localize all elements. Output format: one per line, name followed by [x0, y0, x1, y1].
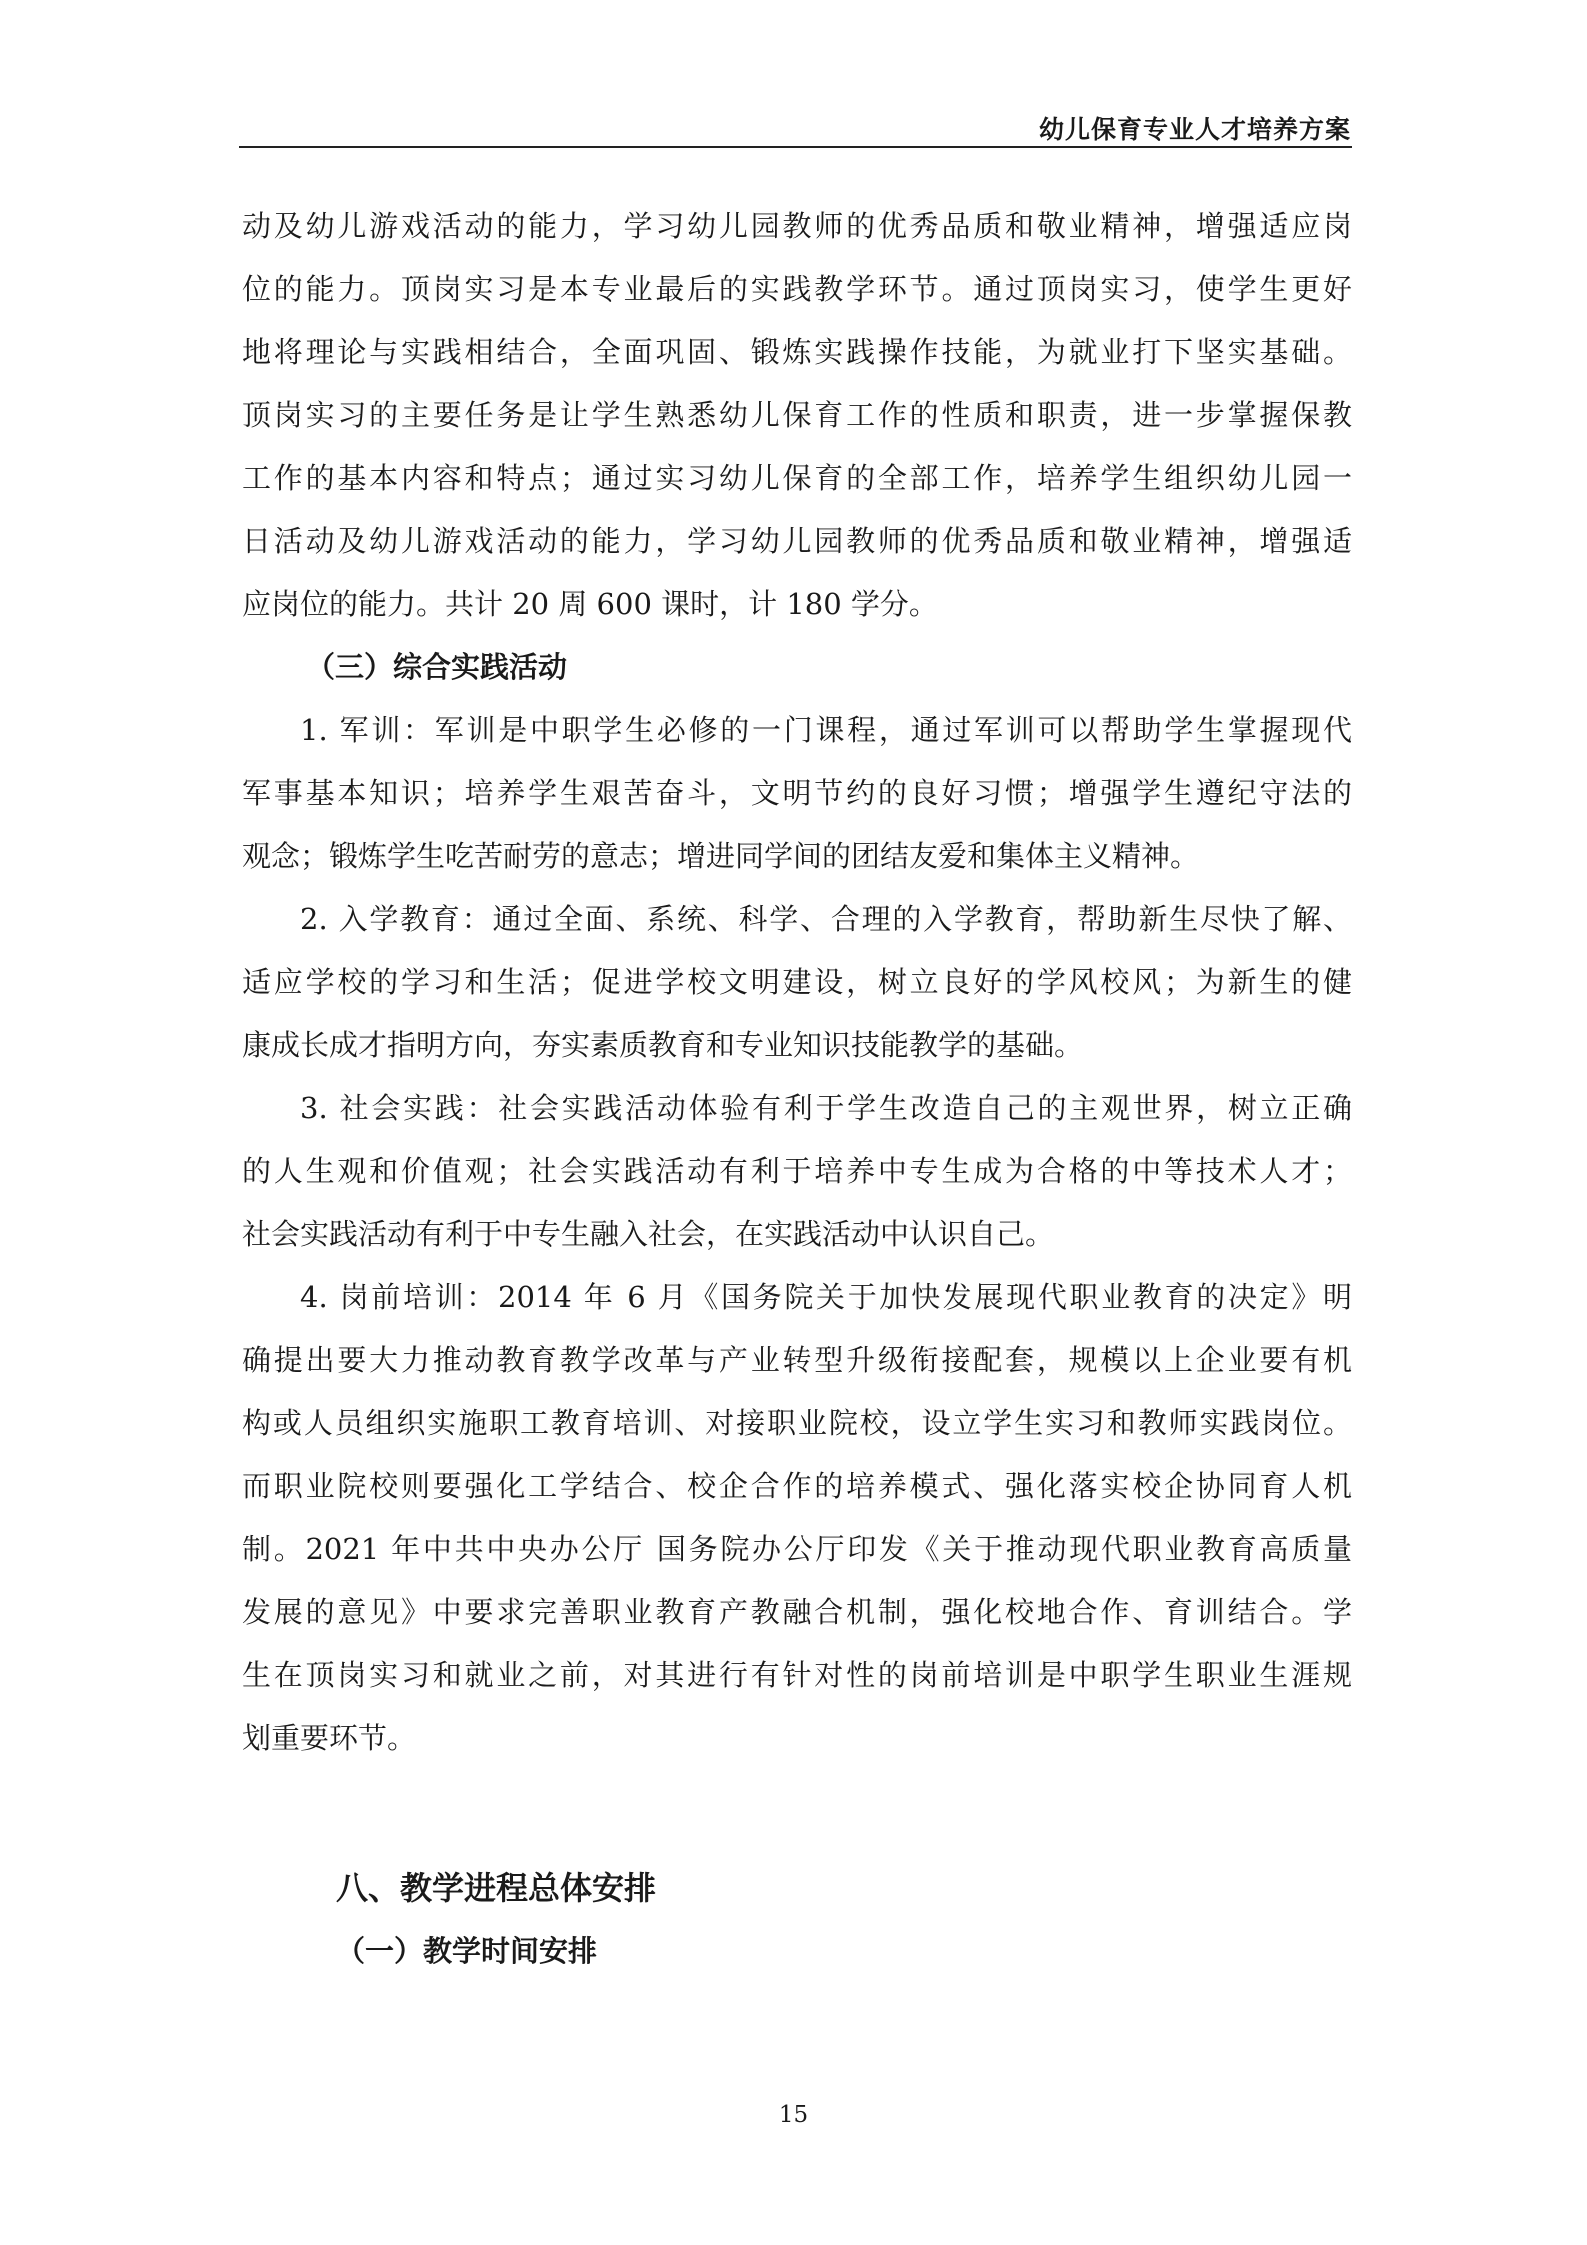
paragraph-social-practice	[242, 1077, 1352, 1266]
text-line: 生在顶岗实习和就业之前，对其进行有针对性的岗前培训是中职学生职业生涯规	[242, 1658, 1352, 1692]
text-line: 地将理论与实践相结合，全面巩固、锻炼实践操作技能，为就业打下坚实基础。	[242, 335, 1352, 369]
page-content	[242, 195, 1352, 1983]
document-title: 幼儿保育专业人才培养方案	[1038, 115, 1351, 144]
paragraph-internship	[242, 195, 1352, 636]
paragraph-pre-job-training	[242, 1266, 1352, 1770]
section-heading-teaching-schedule: 八、教学进程总体安排	[336, 1869, 657, 1907]
paragraph-military-training	[242, 699, 1352, 888]
text-line: 确提出要大力推动教育教学改革与产业转型升级衔接配套，规模以上企业要有机	[242, 1343, 1352, 1377]
page-number: 15	[778, 2102, 809, 2128]
header-divider	[239, 146, 1352, 148]
heading-practice-activities: （三）综合实践活动	[306, 650, 568, 684]
text-line: 2. 入学教育：通过全面、系统、科学、合理的入学教育，帮助新生尽快了解、	[300, 902, 1352, 936]
section-spacer	[242, 1770, 1352, 1856]
subsection-heading-time-arrangement: （一）教学时间安排	[336, 1934, 598, 1968]
text-line: 构或人员组织实施职工教育培训、对接职业院校，设立学生实习和教师实践岗位。	[242, 1406, 1352, 1440]
text-line: 的人生观和价值观；社会实践活动有利于培养中专生成为合格的中等技术人才；	[242, 1154, 1352, 1188]
text-line: 军事基本知识；培养学生艰苦奋斗，文明节约的良好习惯；增强学生遵纪守法的	[242, 776, 1352, 810]
text-line: 发展的意见》中要求完善职业教育产教融合机制，强化校地合作、育训结合。学	[242, 1595, 1352, 1629]
text-line: 而职业院校则要强化工学结合、校企合作的培养模式、强化落实校企协同育人机	[242, 1469, 1352, 1503]
text-line: 顶岗实习的主要任务是让学生熟悉幼儿保育工作的性质和职责，进一步掌握保教	[242, 398, 1352, 432]
text-line: 应岗位的能力。共计 20 周 600 课时，计 180 学分。	[242, 587, 938, 621]
text-line: 4. 岗前培训：2014 年 6 月《国务院关于加快发展现代职业教育的决定》明	[300, 1280, 1352, 1314]
text-line: 划重要环节。	[242, 1721, 417, 1755]
text-line: 1. 军训：军训是中职学生必修的一门课程，通过军训可以帮助学生掌握现代	[300, 713, 1352, 747]
text-line: 位的能力。顶岗实习是本专业最后的实践教学环节。通过顶岗实习，使学生更好	[242, 272, 1352, 306]
text-line: 3. 社会实践：社会实践活动体验有利于学生改造自己的主观世界，树立正确	[300, 1091, 1352, 1125]
text-line: 制。2021 年中共中央办公厅 国务院办公厅印发《关于推动现代职业教育高质量	[242, 1532, 1352, 1566]
text-line: 社会实践活动有利于中专生融入社会，在实践活动中认识自己。	[242, 1217, 1055, 1251]
text-line: 适应学校的学习和生活；促进学校文明建设，树立良好的学风校风；为新生的健	[242, 965, 1352, 999]
text-line: 日活动及幼儿游戏活动的能力，学习幼儿园教师的优秀品质和敬业精神，增强适	[242, 524, 1352, 558]
text-line: 康成长成才指明方向，夯实素质教育和专业知识技能教学的基础。	[242, 1028, 1084, 1062]
text-line: 工作的基本内容和特点；通过实习幼儿保育的全部工作，培养学生组织幼儿园一	[242, 461, 1352, 495]
text-line: 观念；锻炼学生吃苦耐劳的意志；增进同学间的团结友爱和集体主义精神。	[242, 839, 1200, 873]
paragraph-enrollment-education	[242, 888, 1352, 1077]
text-line: 动及幼儿游戏活动的能力，学习幼儿园教师的优秀品质和敬业精神，增强适应岗	[242, 209, 1352, 243]
